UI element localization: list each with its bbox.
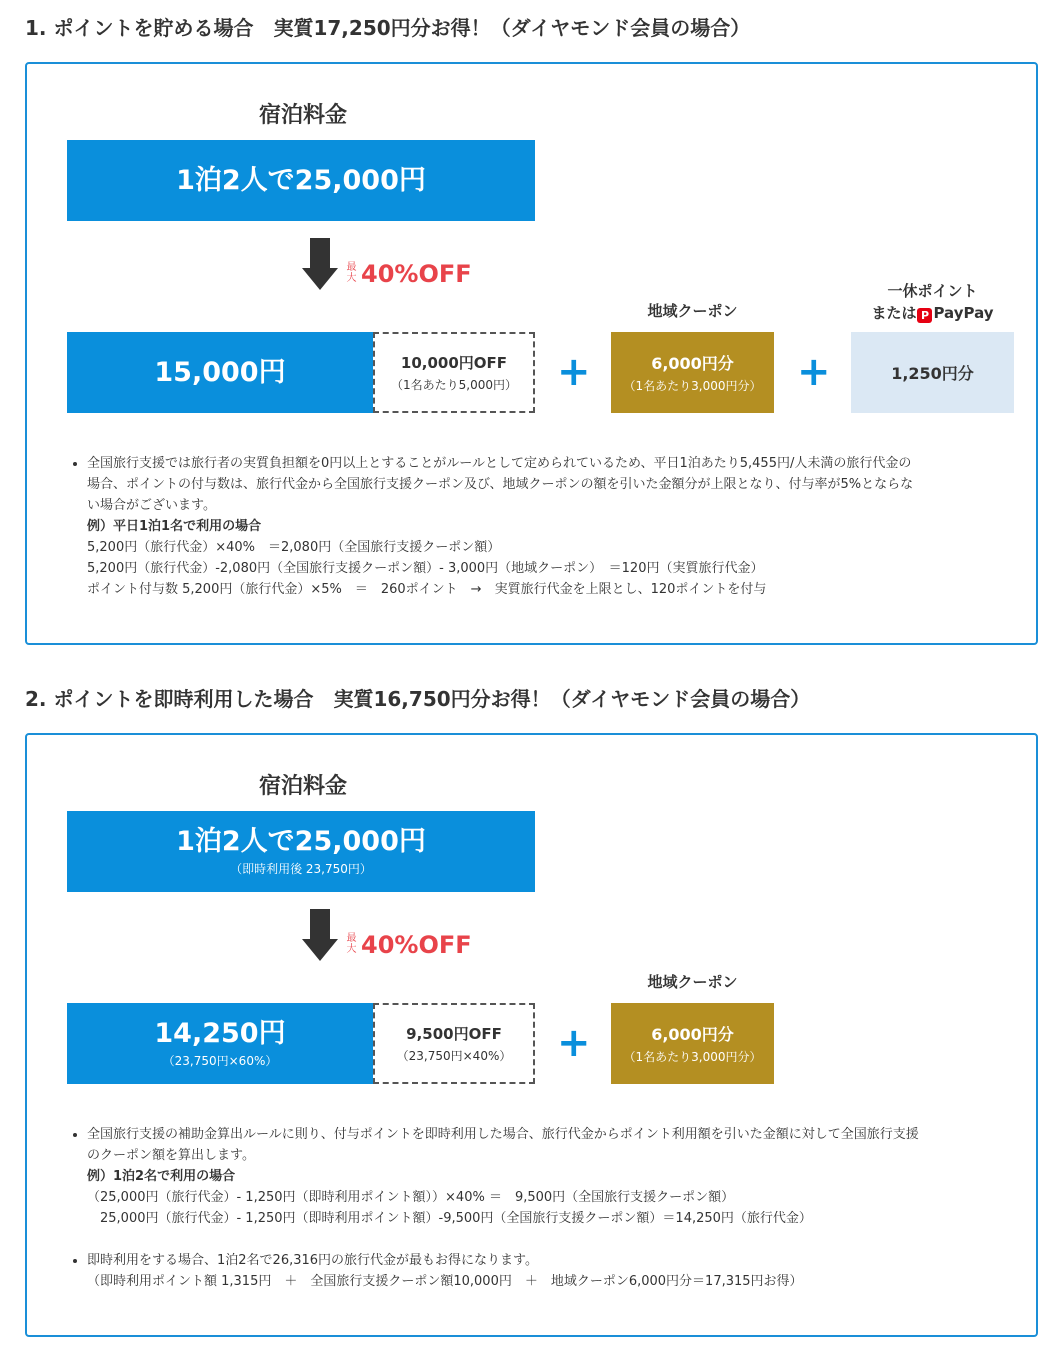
note-line: （即時利用ポイント額 1,315円 ＋ 全国旅行支援クーポン額10,000円 ＋ 地域クーポン6,000円分＝17,315円お得）	[87, 1274, 803, 1289]
section2-panel	[25, 733, 1038, 1337]
notes	[71, 453, 1001, 600]
coupon-sub: （1名あたり3,000円分）	[623, 379, 762, 393]
example-line: 25,000円（旅行代金）- 1,250円（即時利用ポイント額）-9,500円（全国旅行支援クーポン額）＝14,250円（旅行代金）	[87, 1211, 812, 1226]
points-amount: 1,250円分	[891, 364, 974, 383]
pay-sub: （23,750円×60%）	[162, 1054, 278, 1069]
section1-panel	[25, 62, 1038, 645]
example-line: （25,000円（旅行代金）- 1,250円（即時利用ポイント額））×40% ＝ 9,500円（全国旅行支援クーポン額）	[87, 1190, 735, 1205]
example-line: ポイント付与数 5,200円（旅行代金）×5% ＝ 260ポイント → 実質旅行代金を上限とし、120ポイントを付与	[87, 582, 767, 597]
note-line: • 即時利用をする場合、1泊2名で26,316円の旅行代金が最もお得になります。	[87, 1253, 538, 1268]
discount-label: 40%OFF	[361, 931, 472, 959]
points-box	[851, 332, 1014, 413]
example-line: 5,200円（旅行代金）-2,080円（全国旅行支援クーポン額）- 3,000円（地域クーポン） ＝120円（実質旅行代金）	[87, 561, 764, 576]
points-caption-line1: 一休ポイント	[887, 282, 978, 300]
off-main: 9,500円OFF	[406, 1025, 502, 1043]
note-line: • 全国旅行支援の補助金算出ルールに則り、付与ポイントを即時利用した場合、旅行代金からポイント利用額を引いた金額に対して全国旅行支援	[87, 1127, 919, 1142]
pay-amount-box	[67, 332, 373, 413]
down-arrow-head-icon	[302, 939, 338, 961]
down-arrow-icon	[310, 909, 330, 939]
example-title: 例）1泊2名で利用の場合	[87, 1169, 236, 1184]
price-sub: （即時利用後 23,750円）	[230, 862, 372, 877]
note-item	[87, 453, 1001, 600]
coupon-box	[611, 1003, 774, 1084]
coupon-caption: 地域クーポン	[647, 302, 738, 320]
notes	[71, 1124, 1001, 1292]
points-caption-or: または	[871, 304, 917, 322]
coupon-box	[611, 332, 774, 413]
note-line: い場合がございます。	[87, 498, 216, 513]
off-sub: （23,750円×40%）	[396, 1049, 512, 1063]
plus-icon: +	[797, 349, 831, 395]
coupon-sub: （1名あたり3,000円分）	[623, 1050, 762, 1064]
coupon-main: 6,000円分	[651, 354, 734, 373]
note-item	[87, 1124, 1001, 1229]
plus-icon: +	[557, 349, 591, 395]
paypay-icon: P	[917, 308, 932, 323]
off-box	[373, 332, 535, 413]
max-label: 最大	[346, 933, 357, 955]
discount-label: 40%OFF	[361, 260, 472, 288]
price-main: 1泊2人で25,000円	[176, 825, 426, 857]
plus-icon: +	[557, 1020, 591, 1066]
price-title: 宿泊料金	[258, 774, 347, 799]
points-caption	[851, 280, 1014, 324]
coupon-caption: 地域クーポン	[647, 973, 738, 991]
section2-heading: 2. ポイントを即時利用した場合 実質16,750円分お得！（ダイヤモンド会員の場合）	[25, 687, 811, 711]
section1-heading: 1. ポイントを貯める場合 実質17,250円分お得！（ダイヤモンド会員の場合）	[25, 16, 751, 40]
note-line: のクーポン額を算出します。	[87, 1148, 255, 1163]
off-main: 10,000円OFF	[400, 354, 508, 372]
coupon-main: 6,000円分	[651, 1025, 734, 1044]
max-label: 最大	[346, 262, 357, 284]
down-arrow-icon	[310, 238, 330, 268]
note-line: 場合、ポイントの付与数は、旅行代金から全国旅行支援クーポン及び、地域クーポンの額を引いた金額分が上限となり、付与率が5%とならな	[87, 477, 914, 492]
off-box	[373, 1003, 535, 1084]
paypay-label: PayPay	[933, 304, 994, 322]
example-line: 5,200円（旅行代金）×40% ＝2,080円（全国旅行支援クーポン額）	[87, 540, 501, 555]
price-title: 宿泊料金	[258, 103, 347, 128]
note-line: • 全国旅行支援では旅行者の実質負担額を0円以上とすることがルールとして定められているため、平日1泊あたり5,455円/人未満の旅行代金の	[87, 456, 912, 471]
price-main: 1泊2人で25,000円	[176, 164, 426, 196]
price-box	[67, 811, 535, 892]
example-title: 例）平日1泊1名で利用の場合	[87, 519, 262, 534]
off-sub: （1名あたり5,000円）	[391, 378, 517, 392]
note-item	[87, 1250, 1001, 1292]
pay-amount-box	[67, 1003, 373, 1084]
pay-amount: 15,000円	[154, 356, 286, 388]
pay-amount: 14,250円	[154, 1017, 286, 1049]
down-arrow-head-icon	[302, 268, 338, 290]
price-box	[67, 140, 535, 221]
